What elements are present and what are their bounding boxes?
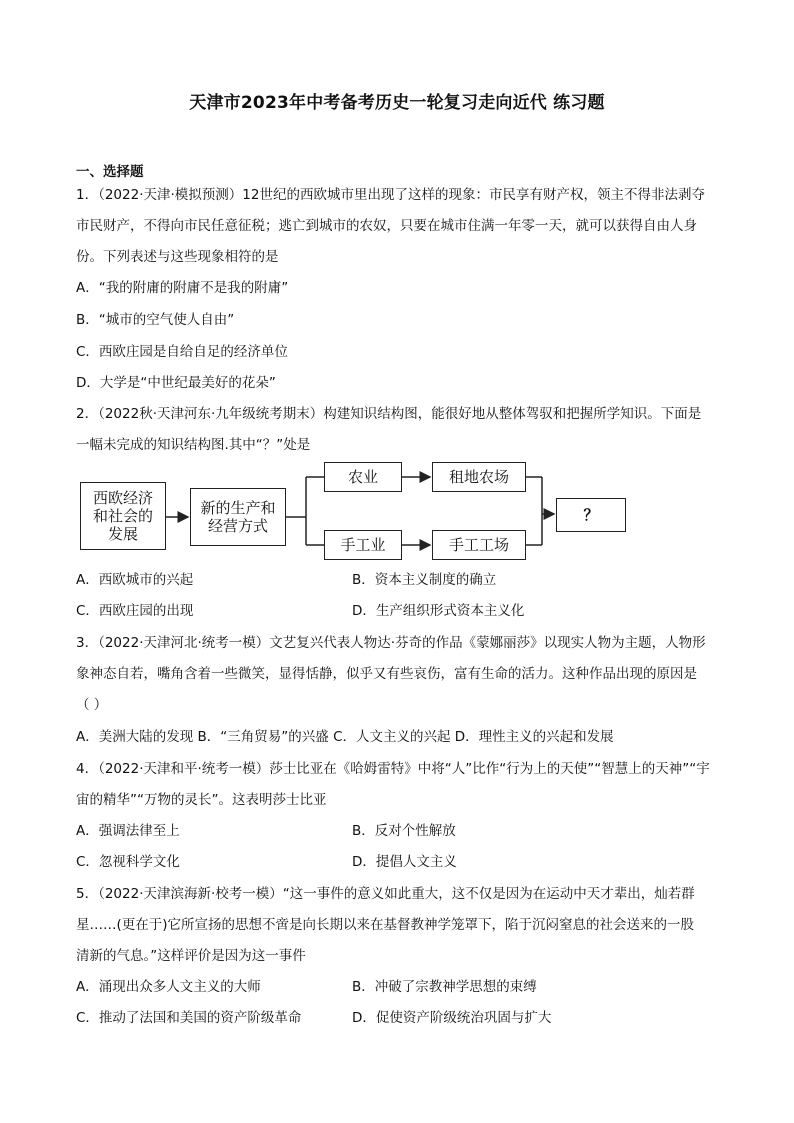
- question-text-line: 清新的气息。”这样评价是因为这一事件: [76, 948, 306, 964]
- question-text-line: 一幅未完成的知识结构图.其中“？”处是: [76, 437, 311, 453]
- option-d[interactable]: D．提倡人文主义: [352, 854, 457, 870]
- option-d[interactable]: D．大学是“中世纪最美好的花朵”: [76, 375, 276, 391]
- box-new-production-mode: [190, 488, 286, 546]
- option-c[interactable]: C．忽视科学文化: [76, 854, 180, 870]
- options-row[interactable]: A．美洲大陆的发现 B．“三角贸易”的兴盛 C．人文主义的兴起 D．理性主义的兴起和发展: [76, 729, 614, 745]
- box-text-line: 和社会的: [92, 507, 153, 525]
- box-text-line: 新的生产和: [200, 499, 276, 517]
- box-handicraft: 手工业: [324, 530, 402, 560]
- box-leased-farm: 租地农场: [432, 462, 526, 492]
- option-d[interactable]: D．促使资产阶级统治巩固与扩大: [352, 1010, 552, 1026]
- option-b[interactable]: B．“城市的空气使人自由”: [76, 312, 235, 328]
- question-text-line: 星……(更在于)它所宣扬的思想不啻是向长期以来在基督教神学笼罩下，陷于沉闷窒息的社会送来的一股: [76, 917, 695, 933]
- option-b[interactable]: B．冲破了宗教神学思想的束缚: [352, 979, 537, 995]
- box-agriculture: 农业: [324, 462, 402, 492]
- box-workshop: 手工工场: [432, 530, 526, 560]
- box-west-europe-development: [80, 482, 166, 550]
- option-d[interactable]: D．生产组织形式资本主义化: [352, 603, 525, 619]
- question-text-line: 1．（2022·天津·模拟预测）12世纪的西欧城市里出现了这样的现象：市民享有财产权，领主不得非法剥夺: [76, 187, 705, 203]
- option-c[interactable]: C．西欧庄园是自给自足的经济单位: [76, 344, 288, 360]
- question-text-line: 2．（2022秋·天津河东·九年级统考期末）构建知识结构图，能很好地从整体驾驭和把握所学知识。下面是: [76, 406, 702, 422]
- box-text-line: 西欧经济: [92, 489, 153, 507]
- knowledge-structure-diagram: [80, 460, 640, 560]
- option-c[interactable]: C．西欧庄园的出现: [76, 603, 194, 619]
- question-text-line: 3．（2022·天津河北·统考一模）文艺复兴代表人物达·芬奇的作品《蒙娜丽莎》以现实人物为主题，人物形: [76, 635, 706, 651]
- question-text-line: 象神态自若，嘴角含着一些微笑，显得恬静，似乎又有些哀伤，富有生命的活力。这种作品出现的原因是: [76, 666, 697, 682]
- box-text-line: 经营方式: [207, 517, 268, 535]
- section-heading: 一、选择题: [76, 164, 144, 180]
- question-text-line: 5．（2022·天津滨海新·校考一模）“这一事件的意义如此重大，这不仅是因为在运动中天才辈出，灿若群: [76, 886, 695, 902]
- option-a[interactable]: A．强调法律至上: [76, 823, 180, 839]
- answer-blank: （ ）: [76, 697, 108, 713]
- box-unknown: ？: [556, 498, 626, 532]
- question-text-line: 份。下列表述与这些现象相符的是: [76, 249, 279, 265]
- option-a[interactable]: A．涌现出众多人文主义的大师: [76, 979, 261, 995]
- option-b[interactable]: B．资本主义制度的确立: [352, 572, 497, 588]
- option-a[interactable]: A．“我的附庸的附庸不是我的附庸”: [76, 280, 289, 296]
- question-text-line: 宙的精华”“万物的灵长”。这表明莎士比亚: [76, 792, 327, 808]
- option-c[interactable]: C．推动了法国和美国的资产阶级革命: [76, 1010, 302, 1026]
- box-text-line: 发展: [107, 525, 138, 543]
- question-text-line: 4．（2022·天津和平·统考一模）莎士比亚在《哈姆雷特》中将“人”比作“行为上的天使”“智慧上的天神”“宇: [76, 761, 710, 777]
- option-b[interactable]: B．反对个性解放: [352, 823, 456, 839]
- page-title: 天津市2023年中考备考历史一轮复习走向近代 练习题: [189, 93, 605, 113]
- option-a[interactable]: A．西欧城市的兴起: [76, 572, 194, 588]
- question-text-line: 市民财产，不得向市民任意征税；逃亡到城市的农奴，只要在城市住满一年零一天，就可以获得自由人身: [76, 218, 697, 234]
